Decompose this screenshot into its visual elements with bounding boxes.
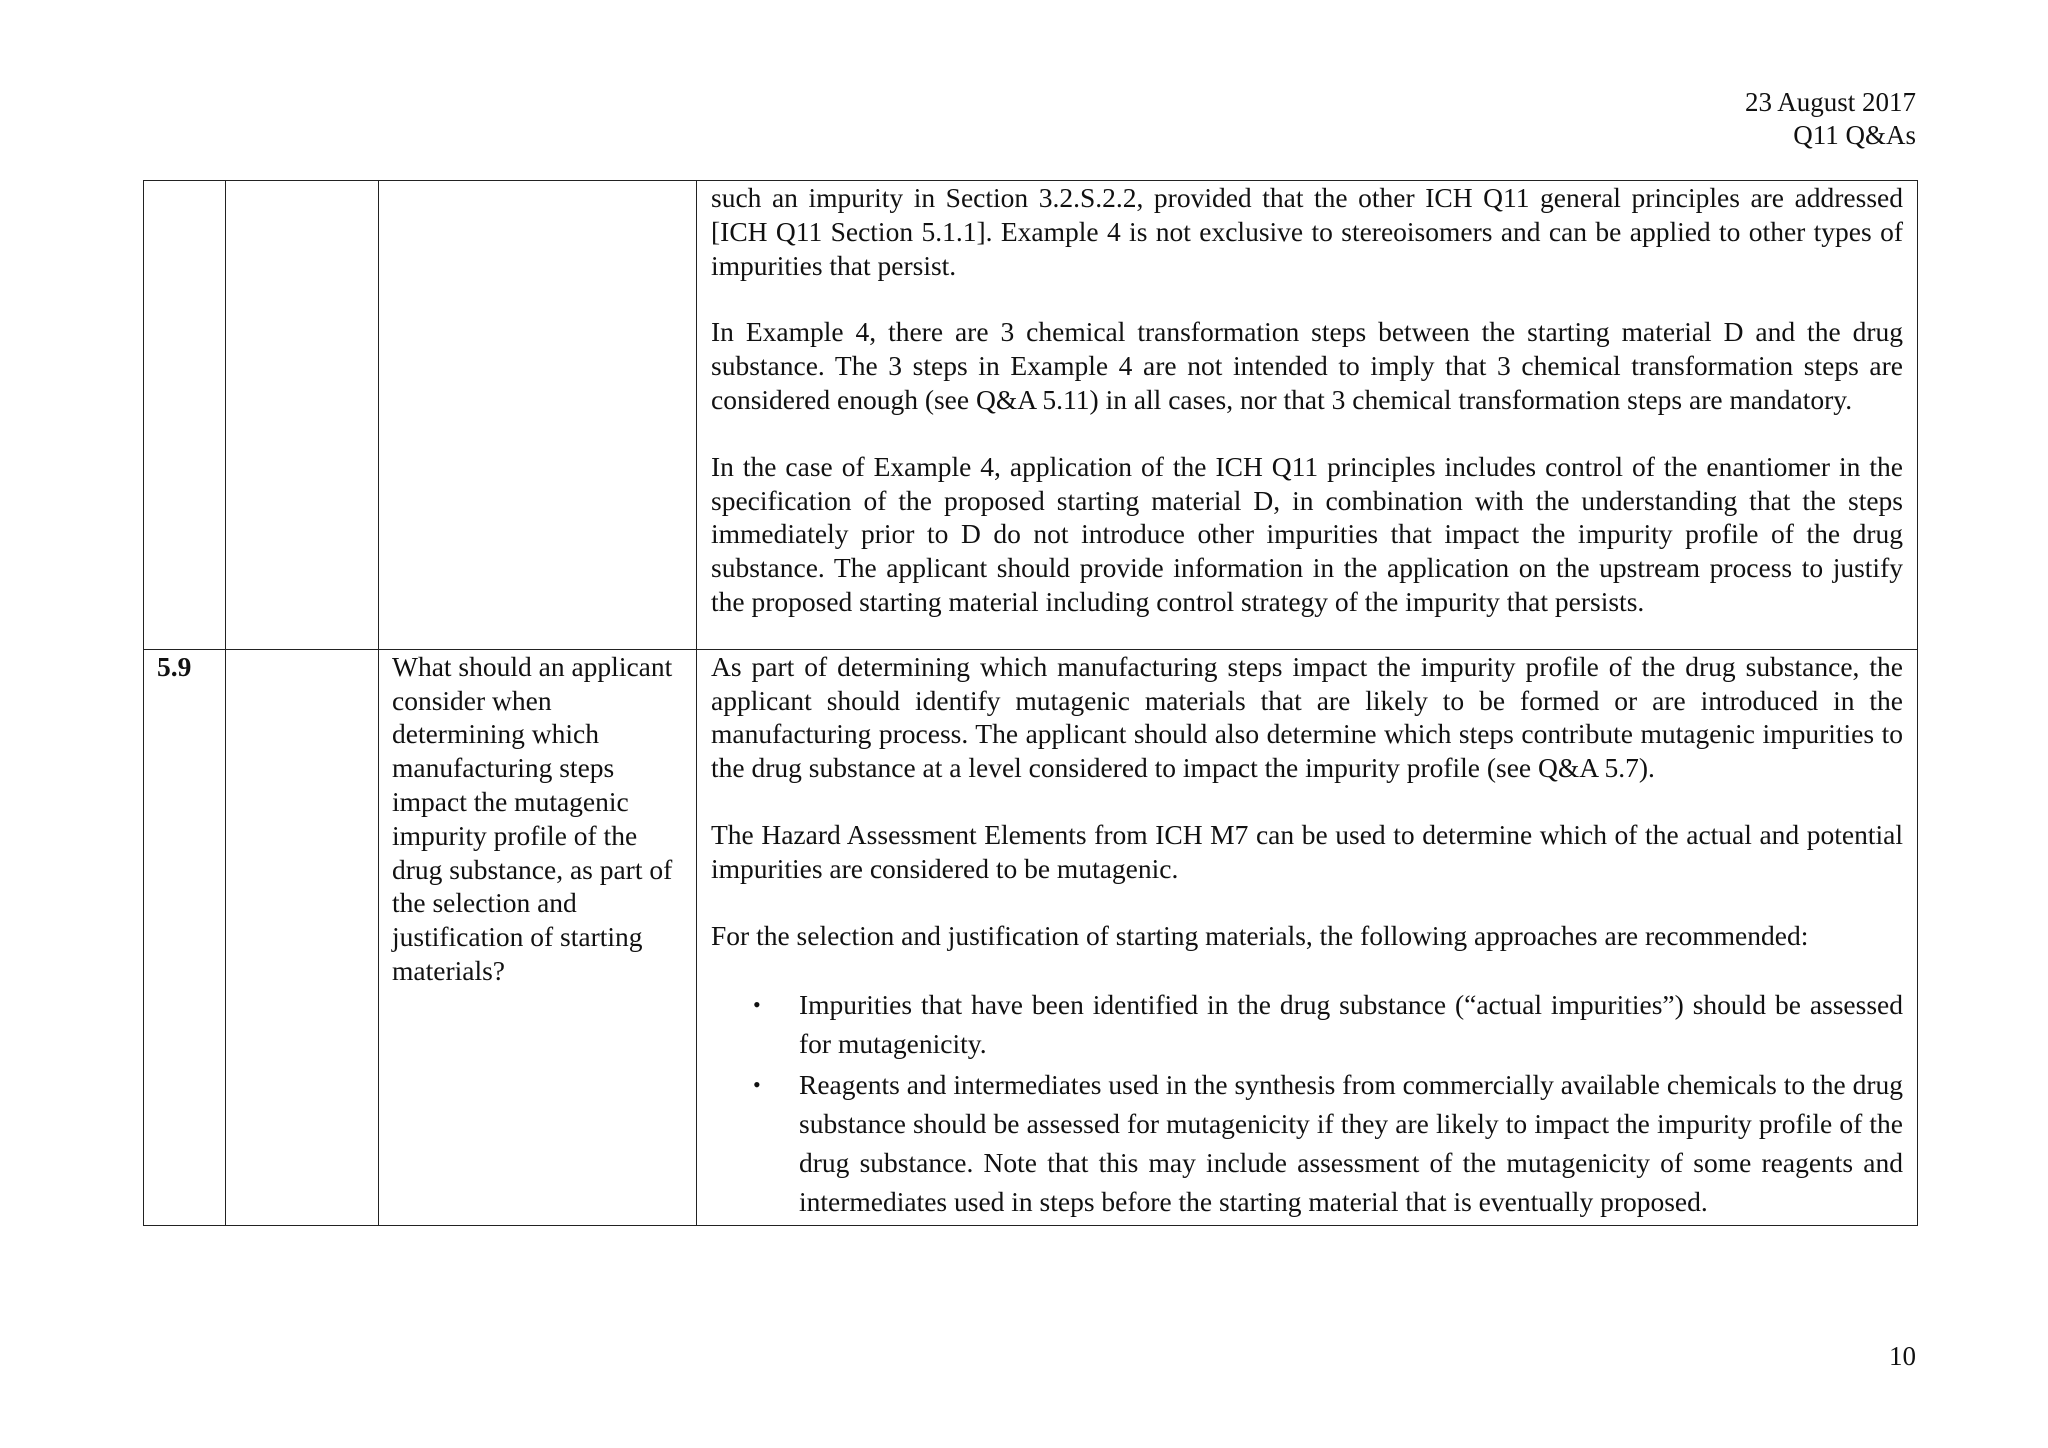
qa-table	[143, 180, 1918, 1226]
list-item	[753, 1065, 1903, 1221]
header-date: 23 August 2017	[1744, 87, 1916, 117]
answer-paragraph: The Hazard Assessment Elements from ICH M7 can be used to determine which of the actual and potential impurities are considered to be mutagenic.	[711, 818, 1903, 884]
list-item	[753, 985, 1903, 1063]
qa-number-cell: 5.9	[144, 649, 226, 1226]
qa-question-cell	[379, 181, 697, 650]
table-row	[144, 649, 1918, 1226]
bullet-icon: •	[753, 1072, 761, 1098]
table-row	[144, 181, 1918, 650]
answer-paragraph: For the selection and justification of starting materials, the following approaches are recommended:	[711, 919, 1809, 951]
answer-paragraph: In Example 4, there are 3 chemical transformation steps between the starting material D and the drug substance. The 3 steps in Example 4 are not intended to imply that 3 chemical transformation steps are considered enough (see Q&A 5.11) in all cases, nor that 3 chemical transformation steps are mandatory.	[711, 316, 1903, 415]
page-number: 10	[1889, 1341, 1916, 1371]
qa-answer-cell	[697, 649, 1918, 1226]
qa-answer-cell	[697, 181, 1918, 650]
qa-blank-cell	[226, 649, 379, 1226]
list-item-text: Reagents and intermediates used in the synthesis from commercially available chemicals to the drug substance should be assessed for mutagenicity if they are likely to impact the impurity profile of the drug substance. Note that this may include assessment of the mutagenicity of some reagents and intermediates used in steps before the starting material that is eventually proposed.	[799, 1069, 1903, 1218]
recommendation-list	[711, 985, 1903, 1221]
qa-number-cell	[144, 181, 226, 650]
answer-paragraph: As part of determining which manufacturing steps impact the impurity profile of the drug substance, the applicant should identify mutagenic materials that are likely to be formed or are introduced in the manufacturing process. The applicant should also determine which steps contribute mutagenic impurities to the drug substance at a level considered to impact the impurity profile (see Q&A 5.7).	[711, 650, 1903, 784]
list-item-text: Impurities that have been identified in the drug substance (“actual impurities”) should be assessed for mutagenicity.	[799, 989, 1903, 1060]
qa-question-cell: What should an applicant consider when determining which manufacturing steps impact the mutagenic impurity profile of the drug substance, as part of the selection and justification of starting materials?	[379, 649, 697, 1226]
answer-paragraph: such an impurity in Section 3.2.S.2.2, provided that the other ICH Q11 general principles are addressed [ICH Q11 Section 5.1.1]. Example 4 is not exclusive to stereoisomers and can be applied to other types of impurities that persist.	[711, 182, 1903, 281]
qa-blank-cell	[226, 181, 379, 650]
bullet-icon: •	[753, 992, 761, 1018]
answer-paragraph: In the case of Example 4, application of the ICH Q11 principles includes control of the enantiomer in the specification of the proposed starting material D, in combination with the understanding that the steps immediately prior to D do not introduce other impurities that impact the impurity profile of the drug substance. The applicant should provide information in the application on the upstream process to justify the proposed starting material including control strategy of the impurity that persists.	[711, 450, 1903, 617]
page-header	[1745, 86, 1916, 152]
header-doc-title: Q11 Q&As	[1793, 120, 1916, 150]
